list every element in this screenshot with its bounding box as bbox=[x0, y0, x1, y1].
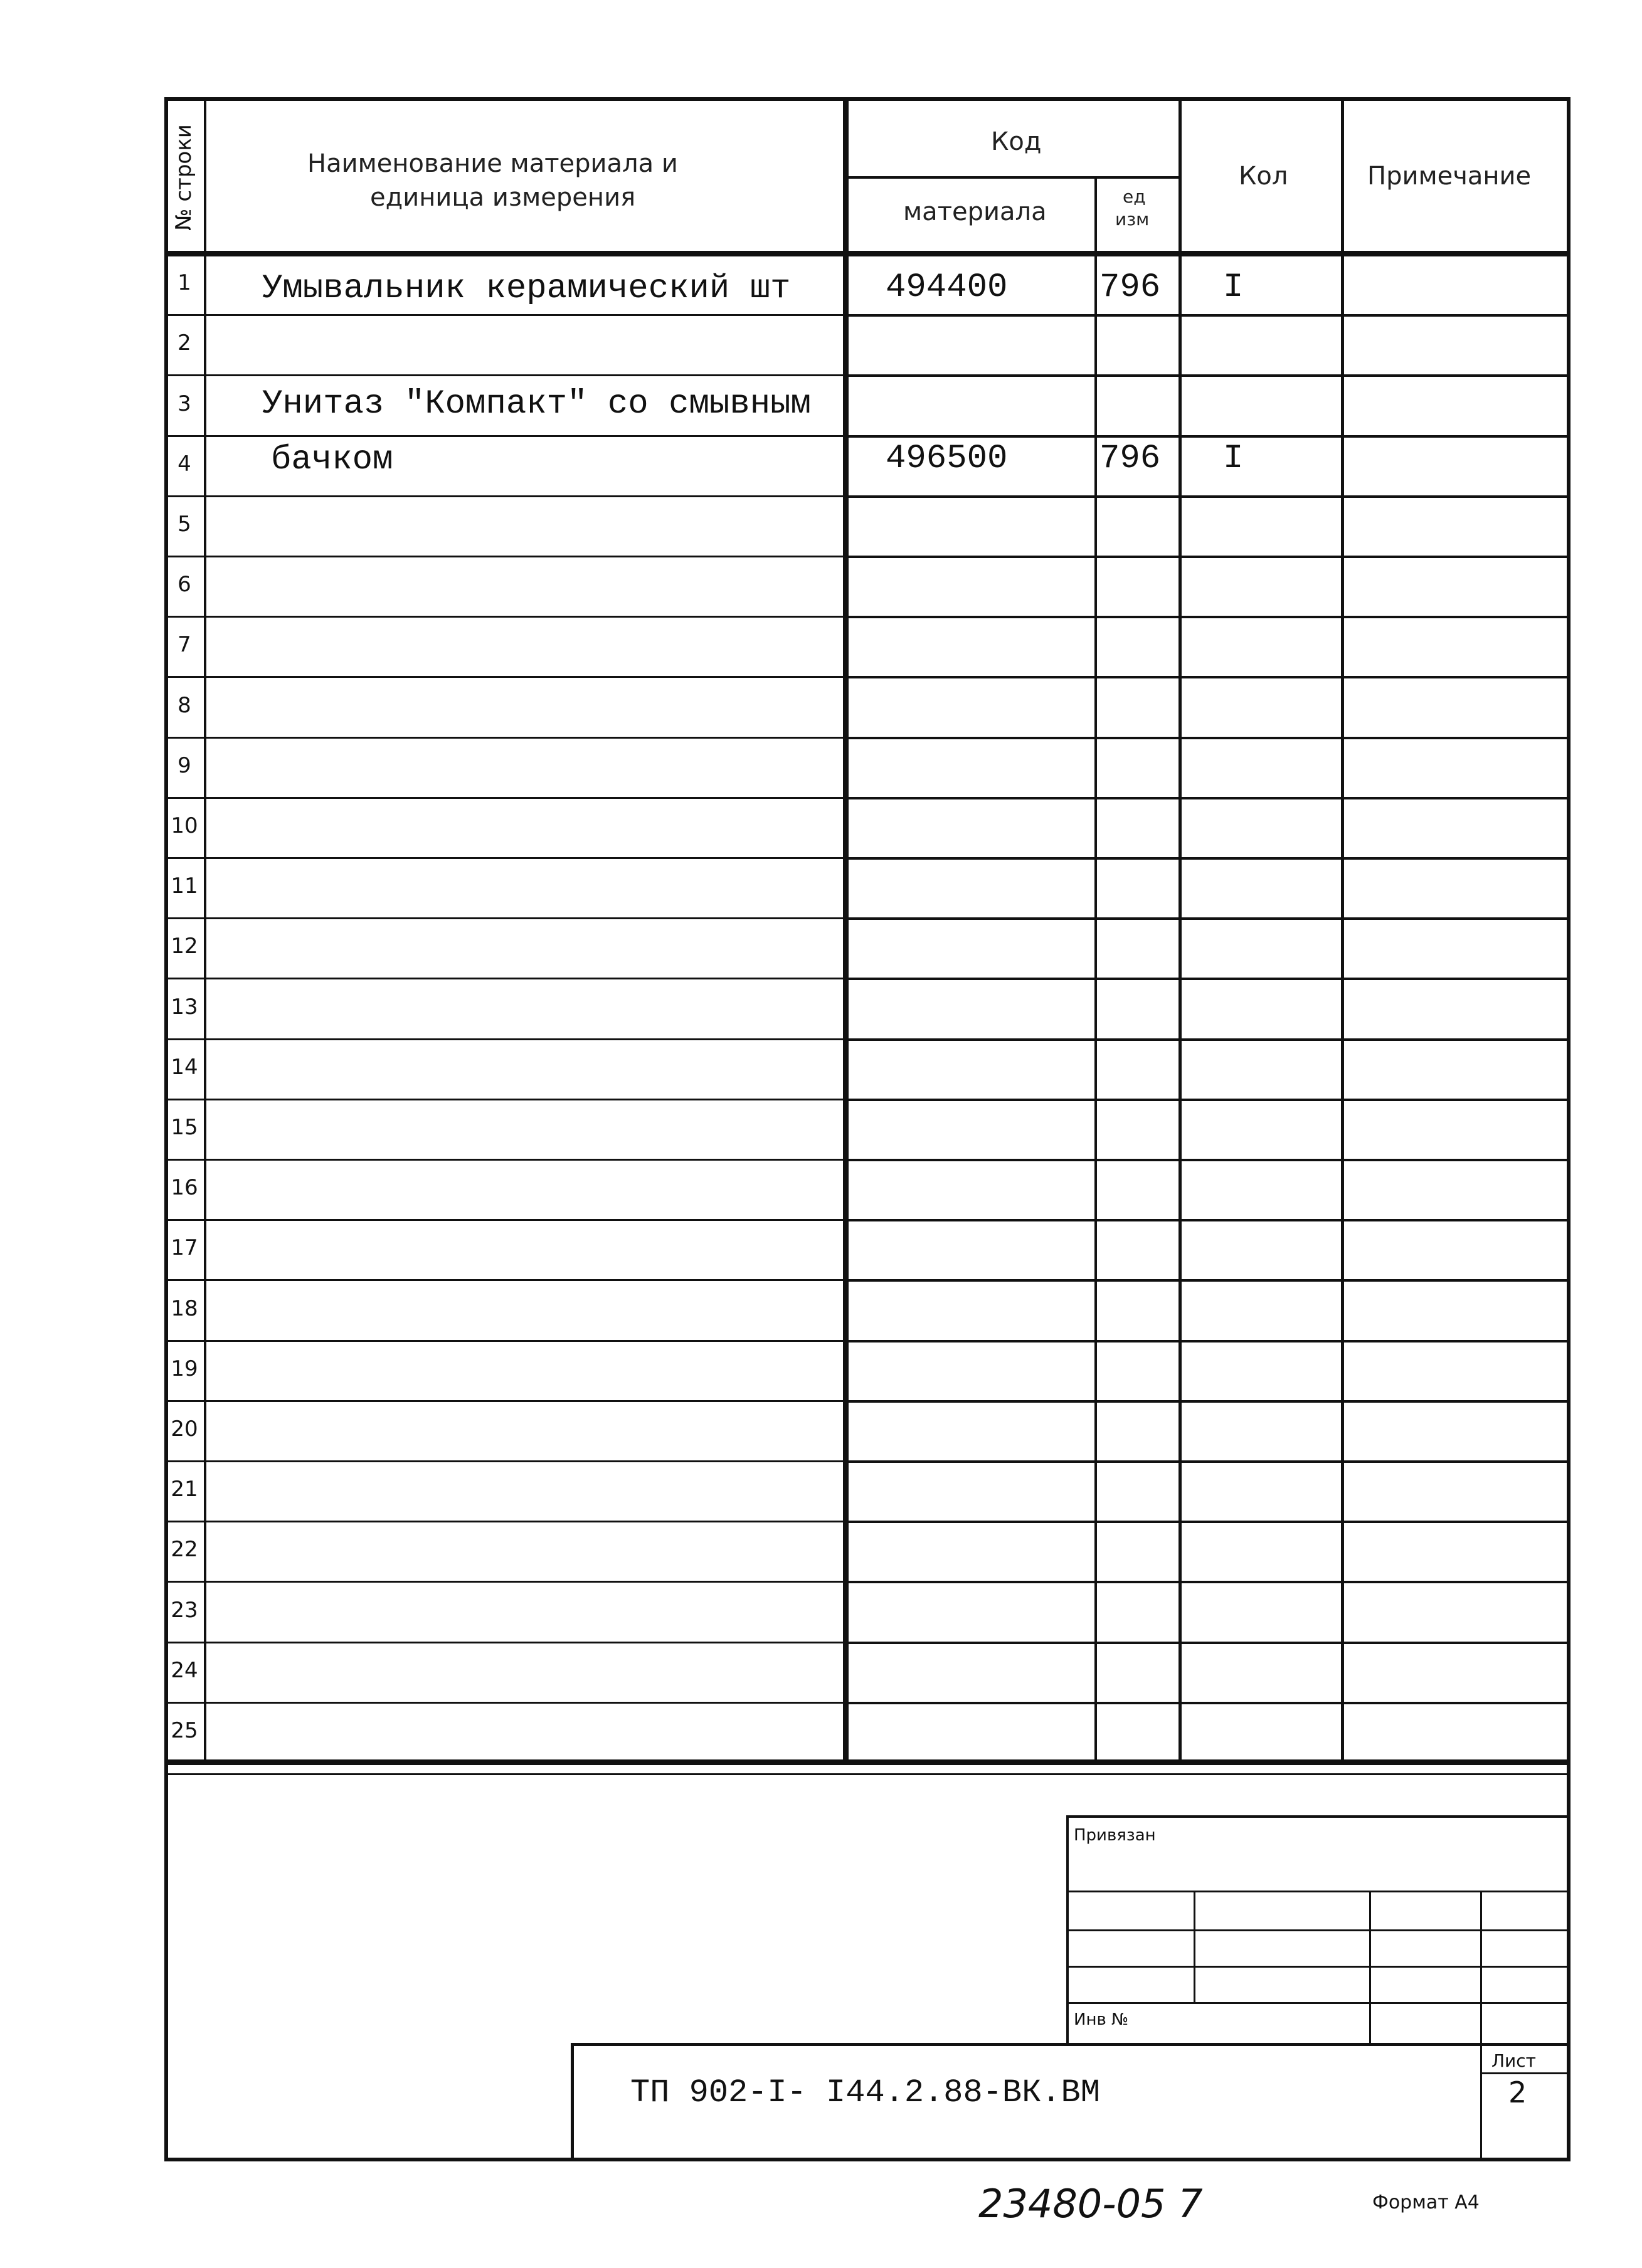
row-number: 6 bbox=[177, 572, 191, 597]
row-number: 18 bbox=[171, 1296, 198, 1321]
row-4-name: бачком bbox=[271, 441, 393, 479]
row-divider bbox=[166, 1521, 847, 1522]
stamp-vsep-3 bbox=[1480, 1891, 1482, 2158]
row-divider bbox=[847, 737, 1568, 739]
unit-header-line1: ед bbox=[1123, 186, 1146, 207]
row-divider bbox=[166, 1219, 847, 1221]
material-header: материала bbox=[903, 198, 1047, 226]
row-number: 14 bbox=[171, 1055, 198, 1080]
stamp-line-b bbox=[1066, 1929, 1568, 1931]
frame-right bbox=[1567, 97, 1570, 2161]
stamp-line-a bbox=[1066, 1891, 1568, 1892]
sheet-label: Лист bbox=[1491, 2050, 1536, 2071]
note-header: Примечание bbox=[1367, 162, 1532, 191]
row-4-code: 496500 bbox=[886, 440, 1008, 478]
row-number: 25 bbox=[171, 1718, 198, 1743]
col-sep-code-unit bbox=[1094, 177, 1097, 1764]
name-header-line1: Наименование материала и bbox=[307, 149, 678, 178]
stamp-upper-top bbox=[1066, 1815, 1568, 1818]
row-divider bbox=[847, 1099, 1568, 1101]
row-number: 13 bbox=[171, 994, 198, 1020]
frame-bottom bbox=[164, 2158, 1570, 2161]
row-divider bbox=[847, 495, 1568, 498]
row-divider bbox=[166, 1279, 847, 1281]
row-divider bbox=[847, 1340, 1568, 1342]
table-underline bbox=[166, 1773, 1568, 1775]
row-divider bbox=[166, 556, 847, 557]
row-number: 17 bbox=[171, 1235, 198, 1260]
col-sep-unit-qty bbox=[1179, 97, 1182, 1764]
row-divider bbox=[847, 556, 1568, 558]
row-4-unit: 796 bbox=[1099, 440, 1161, 478]
row-divider bbox=[847, 1642, 1568, 1644]
row-divider bbox=[166, 797, 847, 799]
row-divider bbox=[847, 1702, 1568, 1704]
row-divider bbox=[166, 1099, 847, 1100]
row-number: 11 bbox=[171, 873, 198, 899]
col-sep-name bbox=[843, 97, 849, 1764]
row-divider bbox=[166, 1702, 847, 1704]
row-number: 21 bbox=[171, 1477, 198, 1502]
row-divider bbox=[847, 1400, 1568, 1403]
row-divider bbox=[847, 797, 1568, 799]
row-divider bbox=[847, 1159, 1568, 1161]
row-divider bbox=[847, 978, 1568, 980]
row-4-qty: I bbox=[1223, 440, 1244, 478]
row-number: 5 bbox=[177, 512, 191, 537]
row-1-name: Умывальник керамический шт bbox=[262, 270, 791, 308]
frame-top bbox=[166, 97, 1570, 101]
qty-header: Кол bbox=[1239, 162, 1288, 191]
row-divider bbox=[166, 978, 847, 979]
row-number: 3 bbox=[177, 391, 191, 416]
row-divider bbox=[166, 1642, 847, 1643]
stamp-line-c bbox=[1066, 1966, 1568, 1968]
table-bottom bbox=[166, 1759, 1568, 1765]
row-number: 23 bbox=[171, 1598, 198, 1623]
row-divider bbox=[847, 676, 1568, 678]
sheet-number: 2 bbox=[1508, 2075, 1527, 2109]
row-number: 24 bbox=[171, 1658, 198, 1683]
col-sep-rownum bbox=[204, 97, 206, 1764]
row-divider bbox=[166, 495, 847, 497]
row-3-name: Унитаз "Компакт" со смывным bbox=[262, 385, 811, 423]
row-number: 8 bbox=[177, 693, 191, 718]
row-number: 12 bbox=[171, 934, 198, 959]
document-code: ТП 902-I- I44.2.88-ВК.ВМ bbox=[630, 2074, 1100, 2111]
stamp-sheet-sep bbox=[1480, 2072, 1568, 2074]
bound-label: Привязан bbox=[1074, 1826, 1156, 1845]
row-divider bbox=[847, 374, 1568, 377]
row-divider bbox=[166, 1159, 847, 1161]
row-divider bbox=[166, 616, 847, 618]
row-number-header: № строки bbox=[171, 124, 196, 231]
header-bottom bbox=[166, 251, 1568, 256]
row-divider bbox=[847, 1581, 1568, 1583]
col-sep-qty-note bbox=[1341, 97, 1344, 1764]
row-divider bbox=[166, 435, 847, 437]
row-1-qty: I bbox=[1223, 268, 1244, 307]
row-divider bbox=[847, 917, 1568, 920]
unit-header-line2: изм bbox=[1115, 209, 1150, 229]
row-number: 19 bbox=[171, 1356, 198, 1381]
row-divider bbox=[166, 374, 847, 376]
row-number: 1 bbox=[177, 270, 191, 295]
handwritten-number: 23480-05 7 bbox=[978, 2181, 1203, 2227]
stamp-main-left bbox=[571, 2043, 574, 2160]
row-1-unit: 796 bbox=[1099, 268, 1161, 307]
row-divider bbox=[847, 616, 1568, 618]
row-number: 16 bbox=[171, 1175, 198, 1200]
row-number: 15 bbox=[171, 1115, 198, 1140]
stamp-vsep-2 bbox=[1369, 1891, 1371, 2045]
stamp-line-d bbox=[1066, 2002, 1568, 2004]
row-divider bbox=[166, 857, 847, 859]
row-divider bbox=[847, 314, 1568, 317]
row-number: 20 bbox=[171, 1416, 198, 1442]
row-divider bbox=[847, 1219, 1568, 1221]
row-divider bbox=[166, 1581, 847, 1583]
header-code-split bbox=[847, 176, 1180, 179]
row-number: 4 bbox=[177, 451, 191, 477]
row-divider bbox=[847, 857, 1568, 860]
row-divider bbox=[166, 737, 847, 739]
row-number: 2 bbox=[177, 330, 191, 356]
stamp-main-top bbox=[571, 2043, 1568, 2046]
inv-label: Инв № bbox=[1074, 2010, 1129, 2029]
row-divider bbox=[166, 676, 847, 678]
stamp-vsep-1 bbox=[1194, 1891, 1195, 2003]
format-label: Формат А4 bbox=[1372, 2192, 1480, 2213]
row-number: 22 bbox=[171, 1537, 198, 1562]
row-divider bbox=[847, 1521, 1568, 1523]
row-number: 7 bbox=[177, 632, 191, 657]
row-1-code: 494400 bbox=[886, 268, 1008, 307]
row-number: 9 bbox=[177, 753, 191, 778]
row-divider bbox=[166, 917, 847, 919]
row-number: 10 bbox=[171, 813, 198, 838]
name-header-line2: единица измерения bbox=[370, 183, 636, 212]
row-divider bbox=[847, 435, 1568, 438]
row-divider bbox=[847, 1038, 1568, 1041]
row-divider bbox=[166, 1340, 847, 1342]
row-divider bbox=[166, 314, 847, 316]
row-divider bbox=[847, 1279, 1568, 1282]
row-divider bbox=[847, 1460, 1568, 1463]
row-divider bbox=[166, 1460, 847, 1462]
row-divider bbox=[166, 1400, 847, 1402]
code-header: Код bbox=[991, 127, 1042, 156]
row-divider bbox=[166, 1038, 847, 1040]
